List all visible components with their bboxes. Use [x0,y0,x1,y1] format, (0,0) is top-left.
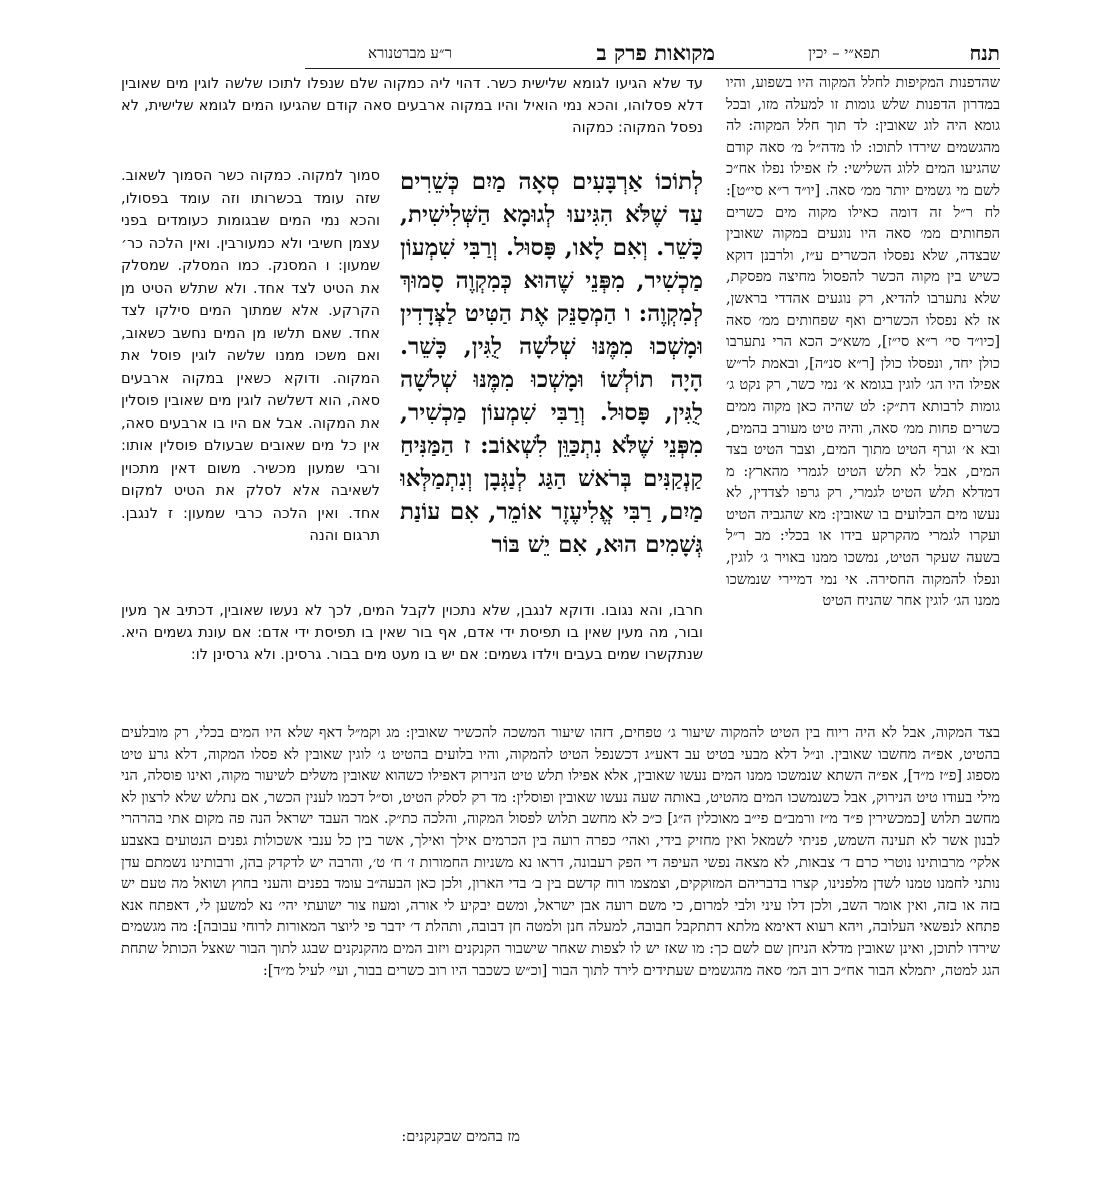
bartenura-bottom-block: חרבו, והא נגובו. ודוקא לנגבן, שלא נתכוין לקבל המים, לכך לא נעשו שאובין, דכתיב אך מעין ובור, מה מעין שאין בו תפיסת ידי אדם, אף בור שאין בו תפיסת ידי אדם: אם עונת גשמים היא. שנתקשרו שמים בעבים וילדו גשמים: אם יש בו מעט מים בבור. גרסינן. ולא גרסינן לו: [121,603,703,663]
bartenura-top-block: עד שלא הגיעו לגומא שלישית כשר. דהוי ליה כמקוה שלם שנפלו לתוכו שלשה לוגין מים שאובין דלא פסלוהו, והכא נמי הואיל והיו במקוה ארבעים סאה קודם שהגיעו המים לגומא שלישית, לא נפסל המקוה: כמקוה [121,76,703,136]
page-number: תנח [969,41,1000,65]
tiferet-yisrael-column: שהדפנות המקיפות לחלל המקוה היו בשפוע, והיו במדרון הדפנות שלש גומות זו למעלה מזו, ובכל גומא היה לוג שאובין: לד תוך חלל המקוה: לה מהגשמים שירדו לתוכו: לו מדה״ל מ׳ סאה קודם שהגיעו המים ללוג השלישי: לז אפילו נפלו אח״כ לשם מי גשמים יותר ממ׳ סאה. [יו״ד ר״א סי״ט]: לח ר״ל זה דומה כאילו מקוה מים כשרים הפחותים ממ׳ סאה היו נוגעים במקוה שאובין שבצדה, שלא נפסלו הכשרים ע״ז, ולרבנן דוקא כשיש בין מקוה הכשר להפסול מחיצה מפסקת, שלא נתערבו להדיא, רק נוגעים אהדדי בראשן, אז לא נפסלו הכשרים ואף שפחותים ממ׳ סאה [כיו״ד סי׳ ר״א סי״ז], משא״כ הכא הרי נתערבו כולן יחד, ונפסלו כולן [ר״א סנ״ה], ובאמת לר״ש אפילו היו הג׳ לוגין בגומא א׳ נמי כשר, רק נקט ג׳ גומות לרבותא דת״ק: לט שהיה כאן מקוה ממים כשרים פחות ממ׳ סאה, והיה טיט מעורב בהמים, ובא א׳ וגרף הטיט מתוך המים, וצבר הטיט בצד המים, אבל לא תלש הטיט לגמרי מהארץ: מ דמדלא תלש הטיט לגמרי, רק גרפו לצדדין, לא נעשו מים הבלועים בו שאובין: מא שהגביה הטיט ועקרו לגמרי מהקרקע בידו או בכלי: מב ר״ל בשעה שעקר הטיט, נמשכו ממנו באויר ג׳ לוגין, ונפלו להמקוה החסירה. אי נמי דמיירי שנמשכו ממנו הג׳ לוגין אחר שהניח הטיט [726,75,1000,610]
chapter-title: מקואות פרק ב [596,40,715,65]
commentary-name: ר״ע מברטנורא [368,44,452,62]
bartenura-side-column: סמוך למקוה. כמקוה כשר הסמוך לשאוב. שזה עומד בכשרותו וזה עומד בפסולו, והכא נמי המים שבגומות כעומדים בפני עצמן חשיבי ולא כמעורבין. ואין הלכה כר׳ שמעון: ו המסנק. כמו המסלק. שמסלק את הטיט לצד אחד. ולא שתלש הטיט מן הקרקע. אלא שמתוך המים סילקו לצד אחד. שאם תלשו מן המים נחשב כשאוב, ואם משכו ממנו שלשה לוגין פוסל את המקוה. ודוקא כשאין במקוה ארבעים סאה, הוא דשלשה לוגין מים שאובין פוסלין את המקוה. אבל אם היו בו ארבעים סאה, אין כל מים שאובים שבעולם פוסלין אותו: ורבי שמעון מכשיר. משום דאין מתכוין לשאיבה אלא לסלק את הטיט למקום אחד. ואין הלכה כרבי שמעון: ז לנגבן. תרגום והנה [121,168,380,544]
header-rule [305,68,1000,69]
mishna-text: לְתוֹכוֹ אַרְבָּעִים סְאָה מַיִם כְּשֵׁרִים עַד שֶׁלֹּא הִגִּיעוּ לְגוּמָא הַשְּׁלִישִׁית, כָּשֵׁר. וְאִם לָאו, פָּסוּל. וְרַבִּי שִׁמְעוֹן מַכְשִׁיר, מִפְּנֵי שֶׁהוּא כְּמִקְוֶה סָמוּךְ לְמִקְוֶה: ו הַמְסַנֵּק אֶת הַטִּיט לַצְּדָדִין וּמָשְׁכוּ מִמֶּנּוּ שְׁלשָׁה לֻגִּין, כָּשֵׁר. הָיָה תוֹלְשׁוֹ וּמָשְׁכוּ מִמֶּנּוּ שְׁלשָׁה לֻגִּין, פָּסוּל. וְרַבִּי שִׁמְעוֹן מַכְשִׁיר, מִפְּנֵי שֶׁלֹּא נִתְכַּוֵּן לִשְׁאוֹב: ז הַמַּנִּיחַ קַנְקַנִּים בְּרֹאשׁ הַגַּג לְנַגְּבָן וְנִתְמַלְּאוּ מַיִם, רַבִּי אֱלִיעֶזֶר אוֹמֵר, אִם עוֹנַת גְּשָׁמִים הוּא, אִם יֵשׁ בּוֹר [400,168,703,558]
running-header [300,40,1000,66]
tiferet-reference: תפא״י – יכין [808,44,880,62]
final-line: מז בהמים שבקנקנים: [401,1129,520,1145]
tiferet-full-width-block: בצד המקוה, אבל לא היה ריוח בין הטיט להמקוה שיעור ג׳ טפחים, דזהו שיעור המשכה להכשיר שאובין: מג וקמ״ל דאף שלא היו המים בכלי, רק מובלעים בהטיט, אפ״ה מחשבו שאובין. ונ״ל דלא מבעי בטיט עב דאע״ג דכשנפל הטיט להמקוה, והיו בלועים בהטיט ג׳ לוגין שאובין לא פסלו המקוה, דלא גרע טיט מספוג [פ״ז מ״ד], אפ״ה השתא שנמשכו ממנו המים נעשו שאובין, אלא אפילו תלש טיט הנירוק דאפילו כשהוא שאובין משלים לשיעור מקוה, ואינו פוסלה, הני מילי בעודו טיט הנירוק, אבל כשנמשכו המים מהטיט, באותה שעה נעשו שאובין ופוסלין: מד רק לסלק הטיט, וס״ל דכמו לענין הכשר, אם נתלש שלא לרצון לא מחשב תלוש [כמכשירין פ״ד מ״ז ורמב״ם פי״ב מאוכלין ה״ג] כ״כ לא מחשב תלוש לפסול המקוה, והלכה כת״ק. אמר העבד ישראל הנה פה מקום אתי בהרהרי לבנון אשר לא תעינה השמש, פניתי לשמאל ואין מחזיק בידי, ואהי׳ כפרה רועה בין הכרמים אילך ואילך, אשר בין כל ענבי אשכולות גפנים הנטועים באצבע אלקי׳ מרבותינו נוטרי כרם ד׳ צבאות, לא מצאה נפשי העיפה די הפק רעבונה, דראו נא משניות החמורות ז׳ ח׳ ט׳, והרבה יש לדקדק בהן, ורבותינו נשמתם עדן נותני לחמנו טמנו לשדן מלפנינו, קצרו בדבריהם המזוקקים, וצמצמו רוח קדשם בין ב׳ בדי הארון, ולכן כאן הבעה״ב עומד בפנים והעני בחוץ ושואל מה טעם יש בזה או בזה, ואין אומר השב, ולכן דלו עיני ולבי למרום, כי משם רועה אבן ישראל, ומשם יבקיע לי אורה, ומעוז צור ישועתי יהי׳ נא למשען לי, דאפתח אנא פתחא לנפשאי העלובה, ויהא רעוא דאימא מלתא דתתקבל חבובה, למעלה חנן ולמטה חן דבובה, ותהלת ד׳ ידבר פי ליוצר המאורות לרוחי עבובה]: מה מגשמים שירדו לתוכן, ואינן שאובין מדלא הניחן שם לשם כך: מו שאז יש לו לצפות שאחר שישבור הקנקנים ויזוב המים מהקנקנים שבגג לתוך הבור שאצל הכותל שתחת הגג למטה, יתמלא הבור אח״כ רוב המ׳ סאה מהגשמים שעתידים לירד לתוך הבור [וכ״ש כשכבר היו רוב כשרים בבור, ועי׳ לעיל מ״ד]: [121,725,1000,979]
